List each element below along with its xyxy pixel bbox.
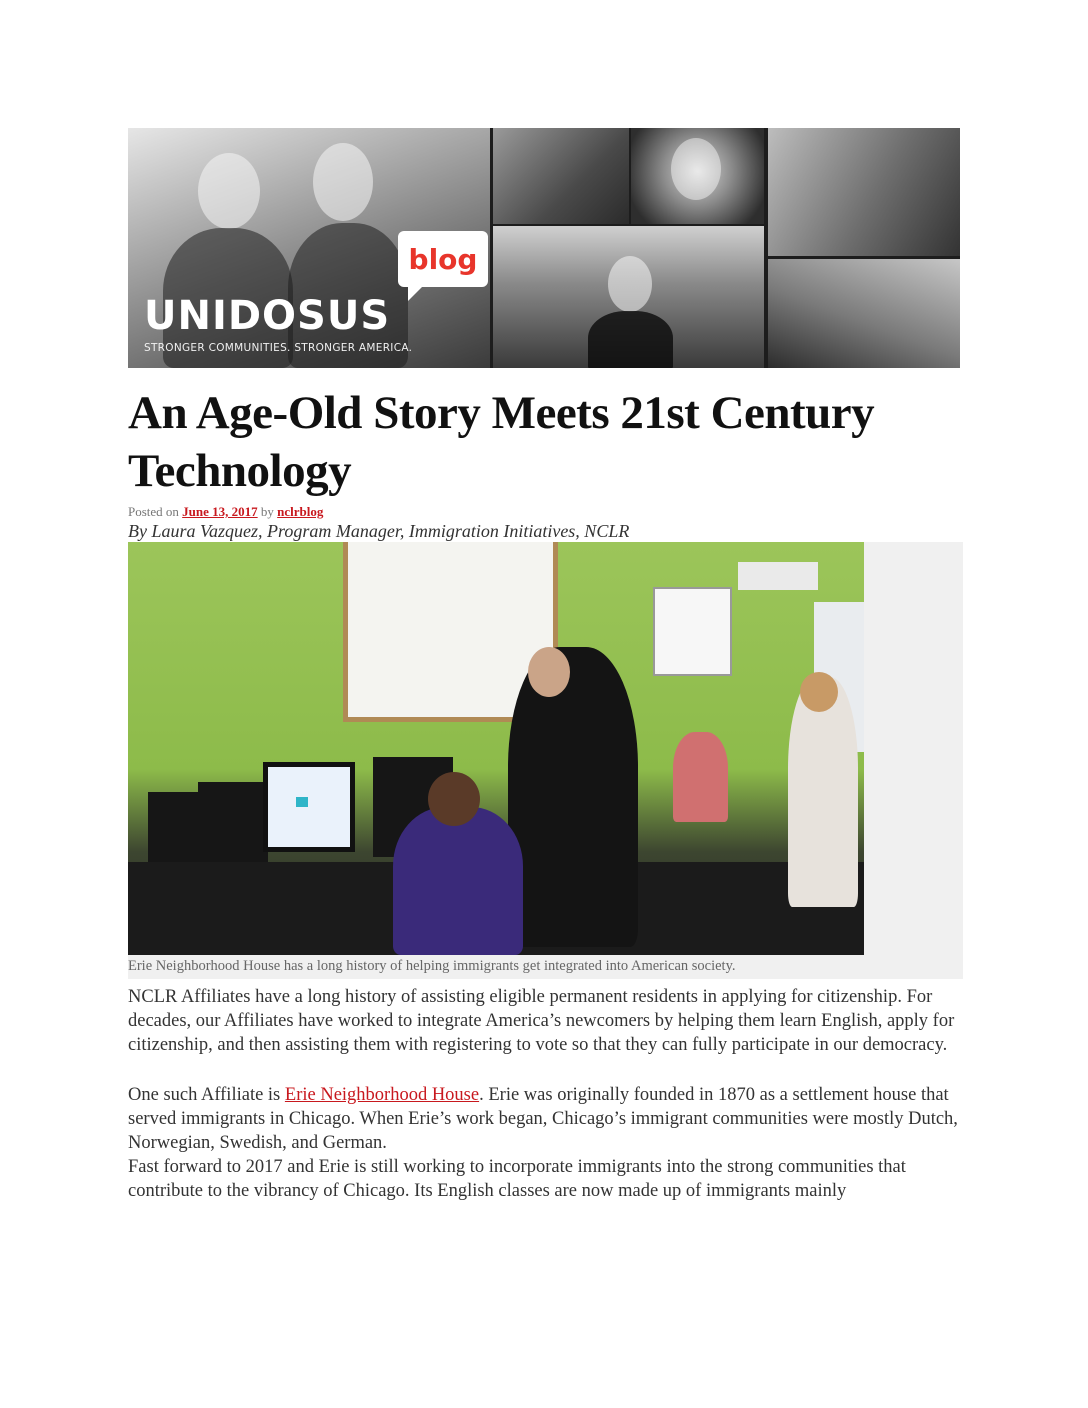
blog-badge bbox=[398, 231, 488, 287]
paragraph-2-rest: . Erie was originally founded in 1870 as a settlement house that served immigrants in Chicago. When Erie’s work began, Chicago’s immigrant communities were mostly Dutch, Norwegian, Swedish, and German. bbox=[128, 1085, 958, 1153]
figure-caption: Erie Neighborhood House has a long history of helping immigrants get integrated into American society. bbox=[128, 958, 736, 974]
unidosus-blog-banner bbox=[128, 128, 960, 368]
whiteboard bbox=[653, 587, 732, 676]
post-meta bbox=[128, 504, 960, 520]
blog-badge-label: blog bbox=[408, 242, 478, 276]
paragraph-1: NCLR Affiliates have a long history of assisting eligible permanent residents in applying for citizenship. For decades, our Affiliates have worked to integrate America’s newcomers by helping them learn English, apply for citizenship, and then assisting them with registering to vote so that they can fully participate in our democracy. bbox=[128, 987, 955, 1055]
erie-neighborhood-house-link[interactable]: Erie Neighborhood House bbox=[284, 1085, 480, 1105]
banner-photo-crowd bbox=[768, 259, 960, 368]
article-page bbox=[128, 128, 960, 1203]
posted-on-label: Posted on bbox=[128, 504, 183, 519]
unidosus-logo: UNIDOSUS bbox=[144, 293, 391, 339]
projector bbox=[738, 562, 818, 590]
computer-monitor bbox=[263, 762, 355, 852]
banner-photo-group bbox=[493, 128, 629, 224]
article-title: An Age-Old Story Meets 21st Century Technology bbox=[128, 387, 875, 497]
banner-photo-graduates bbox=[493, 226, 764, 368]
by-label: by bbox=[257, 504, 278, 519]
article-byline: By Laura Vazquez, Program Manager, Immigration Initiatives, NCLR bbox=[128, 521, 630, 541]
paragraph-2 bbox=[128, 1083, 960, 1155]
author-link[interactable]: nclrblog bbox=[277, 504, 324, 519]
computer-lab-photo bbox=[128, 542, 864, 955]
paragraph-3: Fast forward to 2017 and Erie is still working to incorporate immigrants into the strong communities that contribute to the vibrancy of Chicago. Its English classes are now made up of immigrants mainly bbox=[128, 1157, 906, 1201]
banner-tagline: STRONGER COMMUNITIES. STRONGER AMERICA. bbox=[144, 342, 413, 354]
banner-photo-computer-lab bbox=[768, 128, 960, 256]
banner-photo-boy bbox=[631, 128, 764, 224]
article-figure bbox=[128, 542, 963, 979]
paragraph-2-intro: One such Affiliate is bbox=[128, 1085, 285, 1105]
post-date-link[interactable]: June 13, 2017 bbox=[182, 504, 258, 519]
